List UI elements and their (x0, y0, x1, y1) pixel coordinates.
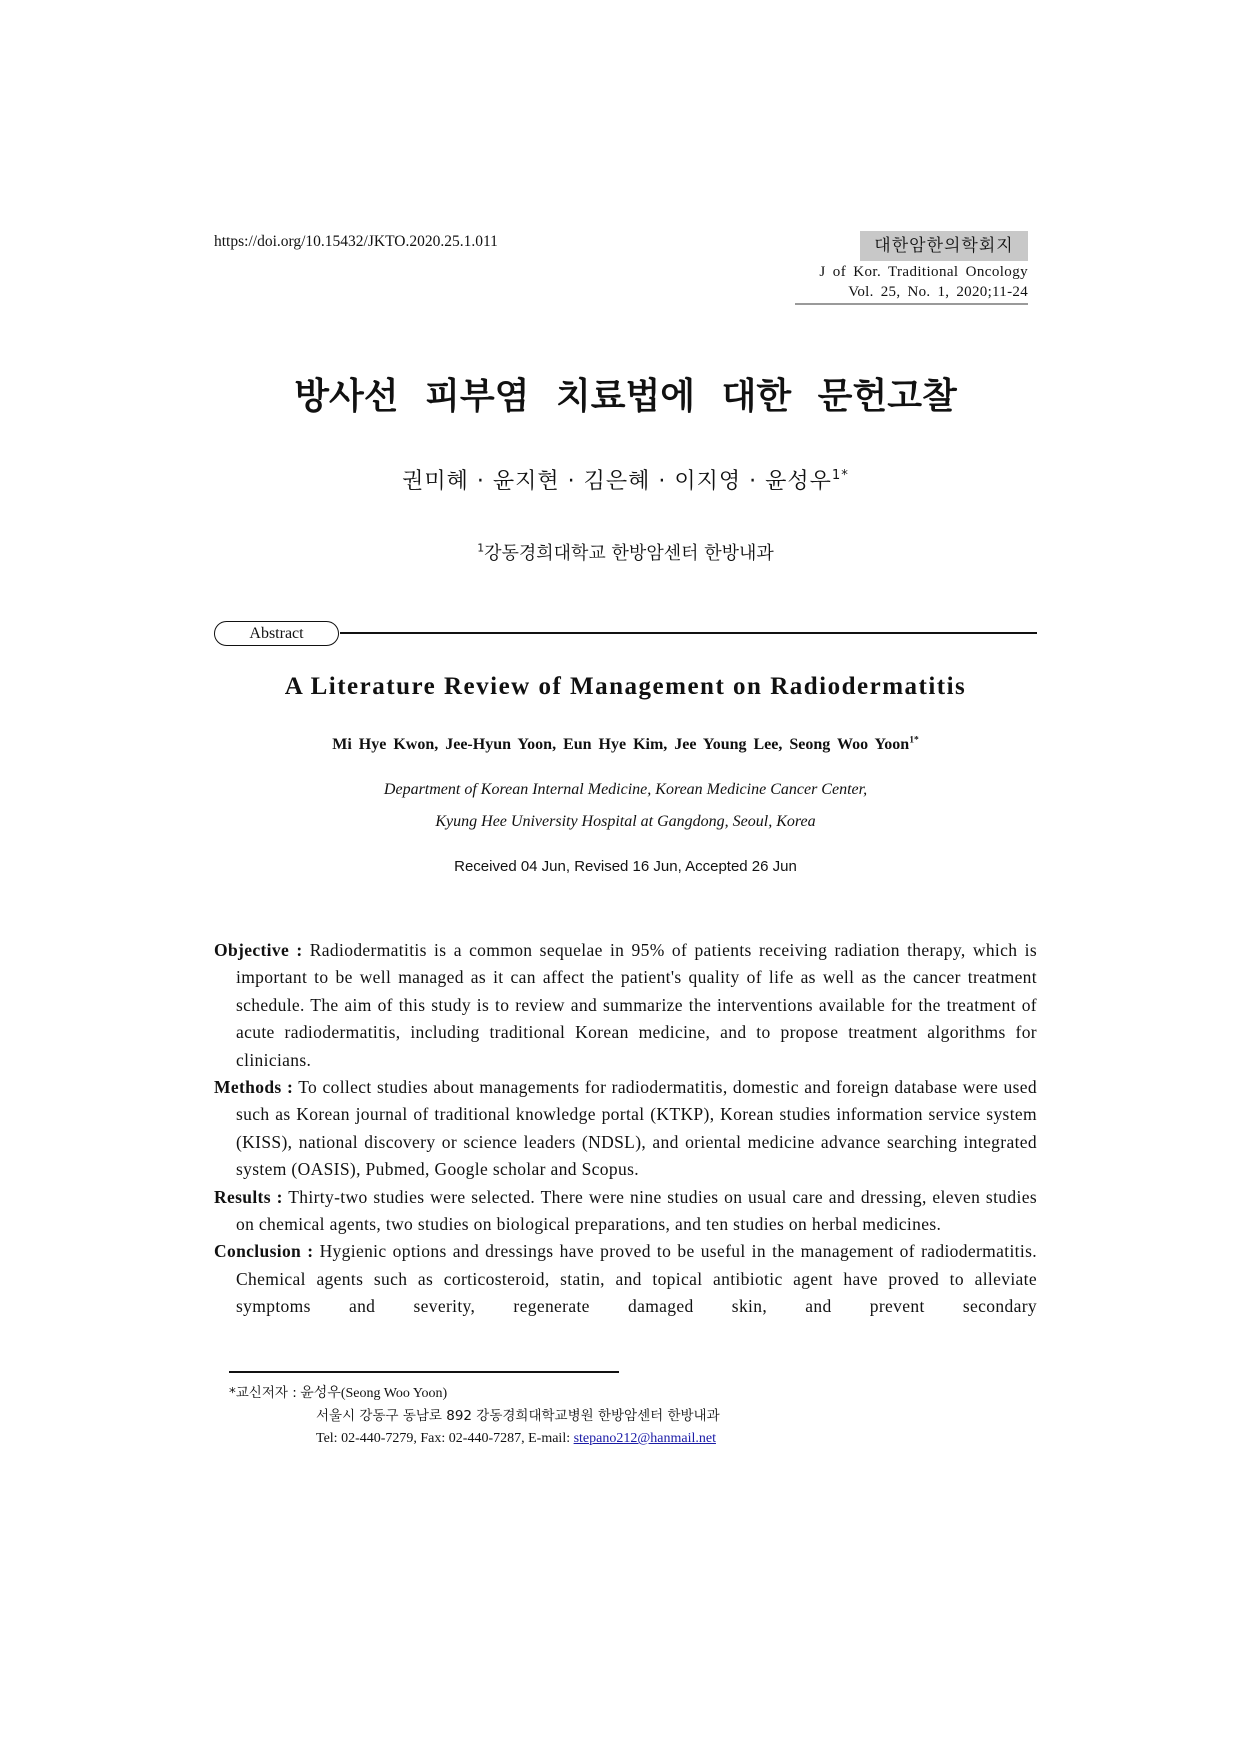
email-link[interactable]: stepano212@hanmail.net (573, 1431, 716, 1446)
abstract-results-text: Thirty-two studies were selected. There were nine studies on usual care and dressing, eleven studies on chemical agents, two studies on biological preparations, and ten studies on herbal medicines. (236, 1186, 1037, 1235)
journal-name-korean: 대한암한의학회지 (860, 231, 1028, 261)
footnote-rule (229, 1371, 619, 1373)
abstract-label: Abstract (214, 621, 339, 646)
authors-english-mark: 1* (909, 734, 919, 746)
footnote-contact-text: Tel: 02-440-7279, Fax: 02-440-7287, E-mail: (316, 1431, 571, 1446)
journal-name-english: J of Kor. Traditional Oncology (819, 264, 1028, 280)
abstract-objective-label: Objective : (214, 940, 303, 960)
doi-text: https://doi.org/10.15432/JKTO.2020.25.1.011 (214, 233, 498, 250)
authors-korean-mark: 1* (831, 467, 849, 483)
abstract-results-label: Results : (214, 1186, 283, 1207)
department-line-2: Kyung Hee University Hospital at Gangdong, Seoul, Korea (435, 813, 816, 830)
abstract-body (214, 937, 1037, 1321)
submission-dates: Received 04 Jun, Revised 16 Jun, Accepted 26 Jun (454, 858, 797, 875)
footnote-address: 서울시 강동구 동남로 892 강동경희대학교병원 한방암센터 한방내과 (316, 1408, 720, 1424)
authors-korean (214, 468, 1037, 496)
abstract-methods-text: To collect studies about managements for radiodermatitis, domestic and foreign database were used such as Korean journal of traditional knowledge portal (KTKP), Korean studies information service system (KISS), national discovery or science leaders (NDSL), and oriental medicine advance searching integrated system (OASIS), Pubmed, Google scholar and Scopus. (236, 1077, 1037, 1180)
title-korean: 방사선 피부염 치료법에 대한 문헌고찰 (294, 376, 957, 417)
abstract-objective-text: Radiodermatitis is a common sequelae in 95% of patients receiving radiation therapy, which is important to be well managed as it can affect the patient's quality of life as well as the cancer treatment schedule. The aim of this study is to review and summarize the interventions available for the treatment of acute radiodermatitis, including traditional Korean medicine, and to propose treatment algorithms for clinicians. (236, 940, 1037, 1070)
affiliation-korean-mark: 1 (477, 541, 485, 555)
authors-english (214, 734, 1037, 756)
footnote-contact (316, 1428, 716, 1450)
header-rule (795, 303, 1028, 305)
abstract-methods-label: Methods : (214, 1077, 294, 1098)
department-line-1: Department of Korean Internal Medicine, Korean Medicine Cancer Center, (383, 781, 868, 798)
abstract-methods (214, 1074, 1037, 1184)
abstract-results (214, 1184, 1037, 1239)
footnote-corresponding-author (229, 1382, 447, 1405)
abstract-conclusion-label: Conclusion : (214, 1241, 314, 1262)
title-english: A Literature Review of Management on Radiodermatitis (284, 673, 967, 700)
volume-info: Vol. 25, No. 1, 2020;11-24 (848, 284, 1028, 300)
footnote-author-name: 윤성우(Seong Woo Yoon) (300, 1386, 448, 1401)
abstract-objective (214, 937, 1037, 1074)
abstract-rule (340, 632, 1037, 634)
affiliation-korean (214, 542, 1037, 566)
authors-korean-names: 권미혜 · 윤지현 · 김은혜 · 이지영 · 윤성우 (402, 469, 832, 494)
abstract-conclusion-text: Hygienic options and dressings have proved to be useful in the management of radiodermatitis. Chemical agents such as corticosteroid, statin, and topical antibiotic agent have proved to alleviate symptoms and severity, regenerate damaged skin, and prevent secondary (236, 1241, 1037, 1317)
footnote-label: *교신저자 : (229, 1385, 297, 1401)
affiliation-korean-text: 강동경희대학교 한방암센터 한방내과 (484, 543, 774, 564)
authors-english-names: Mi Hye Kwon, Jee-Hyun Yoon, Eun Hye Kim, Jee Young Lee, Seong Woo Yoon (332, 736, 910, 753)
abstract-conclusion (214, 1238, 1037, 1320)
